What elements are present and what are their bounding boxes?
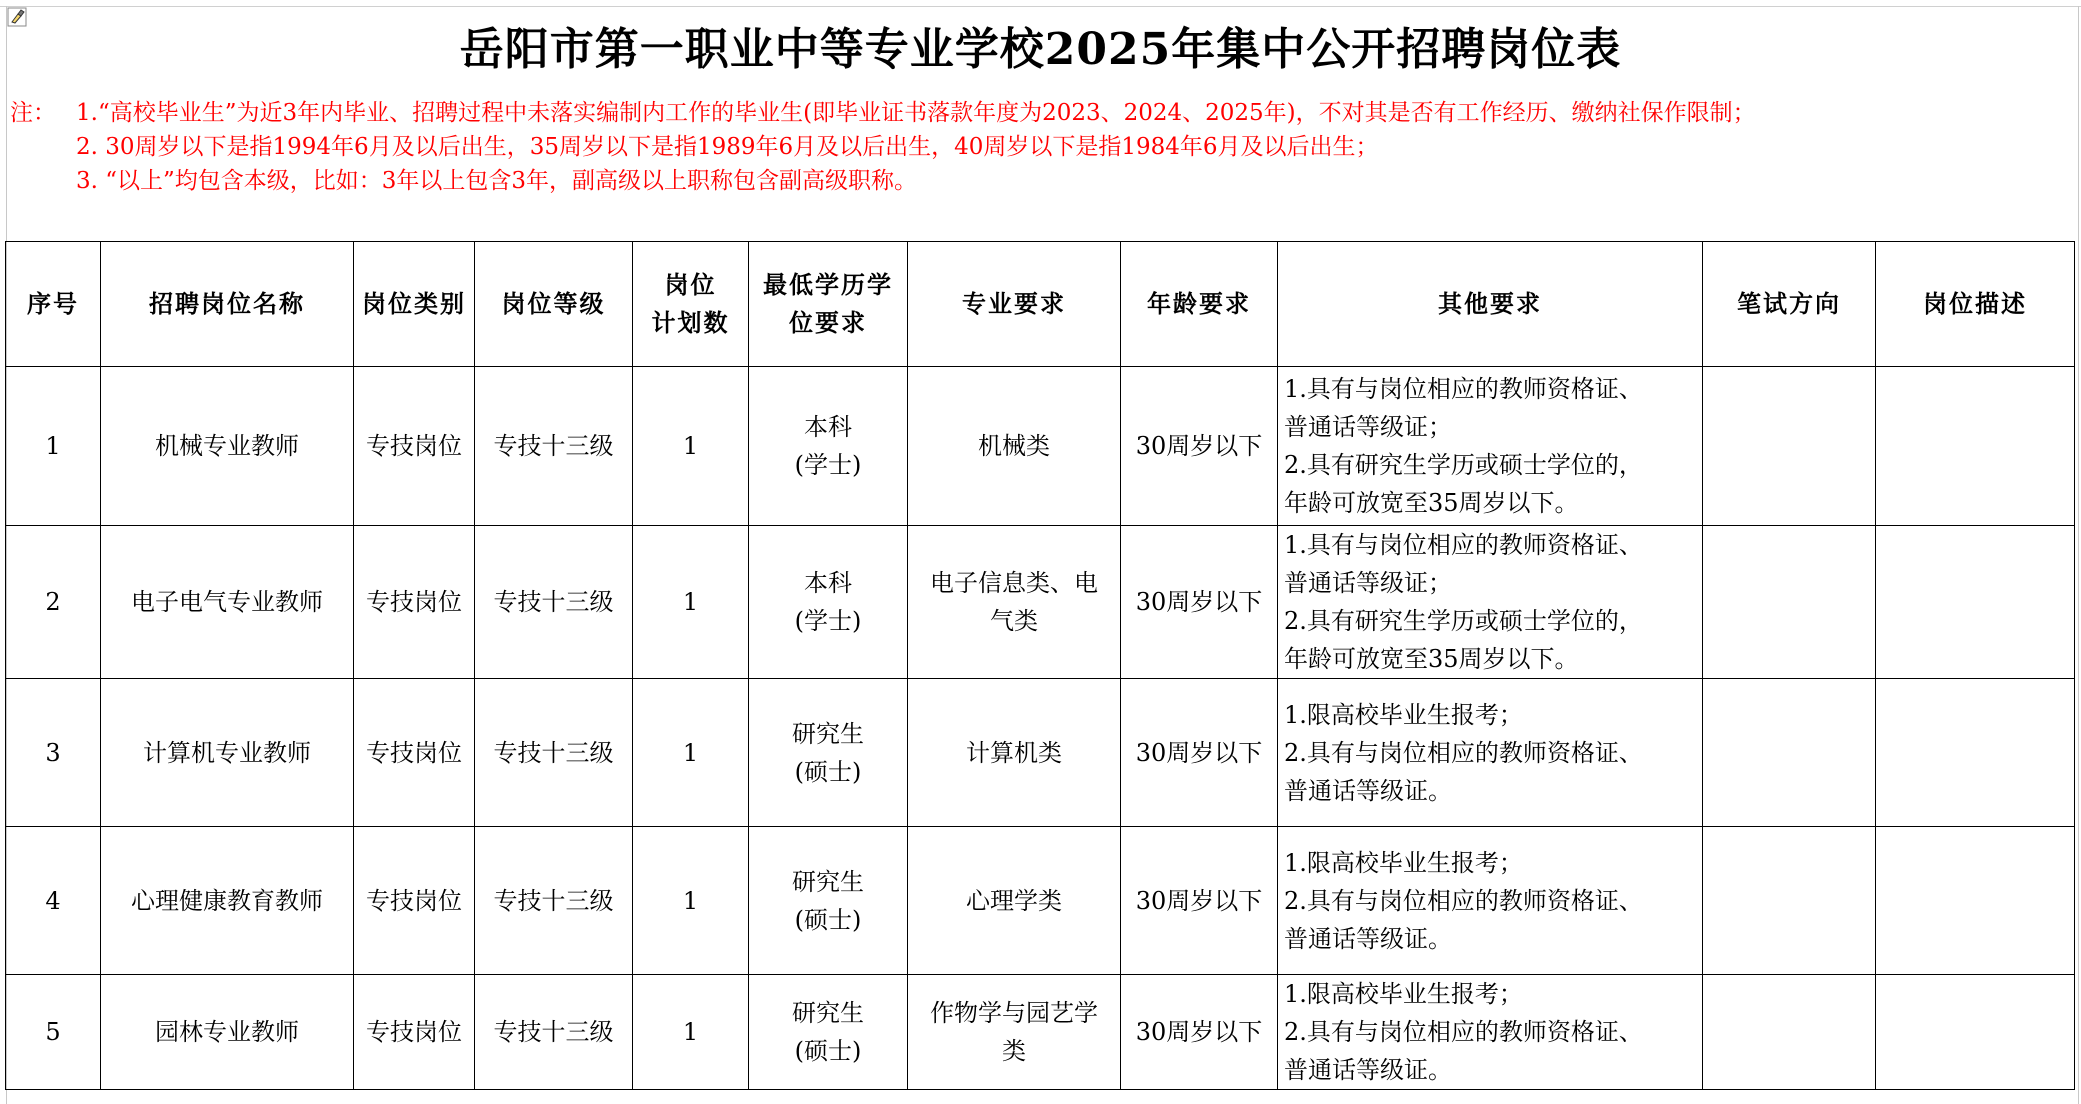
header-grade: 岗位等级 <box>475 242 633 367</box>
positions-table <box>5 241 2075 1090</box>
other-line: 1.限高校毕业生报考； <box>1284 700 1523 729</box>
cell-desc <box>1876 975 2075 1090</box>
cell-edu <box>749 526 908 679</box>
cell-other <box>1278 526 1703 679</box>
cell-exam <box>1703 827 1876 975</box>
cell-desc <box>1876 367 2075 526</box>
cell-major <box>908 367 1121 526</box>
cell-seq: 2 <box>6 526 101 679</box>
header-seq: 序号 <box>6 242 101 367</box>
cell-desc <box>1876 827 2075 975</box>
cell-edu-line1: 研究生 <box>792 999 864 1027</box>
cell-edu-line1: 研究生 <box>792 867 864 896</box>
table-row <box>6 975 2075 1090</box>
header-plan-line2: 计划数 <box>651 308 730 337</box>
header-name: 招聘岗位名称 <box>101 242 354 367</box>
cell-other <box>1278 367 1703 526</box>
cell-plan: 1 <box>633 367 749 526</box>
note-line-2 <box>10 130 2070 164</box>
table-row <box>6 679 2075 827</box>
other-line: 普通话等级证； <box>1284 413 1452 441</box>
other-line: 普通话等级证。 <box>1284 1056 1452 1084</box>
notes-prefix: 注： <box>10 100 56 126</box>
other-line: 1.具有与岗位相应的教师资格证、 <box>1284 375 1643 403</box>
table-row <box>6 367 2075 526</box>
note-text-2: 2. 30周岁以下是指1994年6月及以后出生，35周岁以下是指1989年6月及以后出生，40周岁以下是指1984年6月及以后出生； <box>76 134 1379 160</box>
cell-major-line2: 类 <box>1002 1037 1026 1065</box>
cell-name: 机械专业教师 <box>101 367 354 526</box>
cell-major <box>908 975 1121 1090</box>
note-text-1: 1.“高校毕业生”为近3年内毕业、招聘过程中未落实编制内工作的毕业生(即毕业证书落款年度为2023、2024、2025年)，不对其是否有工作经历、缴纳社保作限制； <box>76 100 1756 126</box>
note-text-3: 3. “以上”均包含本级，比如：3年以上包含3年，副高级以上职称包含副高级职称。 <box>76 168 918 194</box>
cell-grade: 专技十三级 <box>475 975 633 1090</box>
other-line: 2.具有与岗位相应的教师资格证、 <box>1284 1018 1643 1046</box>
header-category: 岗位类别 <box>354 242 475 367</box>
cell-major <box>908 827 1121 975</box>
cell-other <box>1278 975 1703 1090</box>
header-plan-line1: 岗位 <box>664 270 717 299</box>
cell-age: 30周岁以下 <box>1121 827 1278 975</box>
cell-exam <box>1703 679 1876 827</box>
cell-age: 30周岁以下 <box>1121 679 1278 827</box>
cell-name: 园林专业教师 <box>101 975 354 1090</box>
other-line: 1.具有与岗位相应的教师资格证、 <box>1284 531 1643 559</box>
cell-grade: 专技十三级 <box>475 367 633 526</box>
note-line-1 <box>10 96 2070 130</box>
cell-exam <box>1703 975 1876 1090</box>
other-line: 2.具有研究生学历或硕士学位的， <box>1284 607 1643 635</box>
cell-grade: 专技十三级 <box>475 679 633 827</box>
cell-major-line1: 电子信息类、电 <box>930 569 1098 597</box>
cell-major-line1: 作物学与园艺学 <box>930 999 1098 1027</box>
cell-name: 心理健康教育教师 <box>101 827 354 975</box>
cell-seq: 3 <box>6 679 101 827</box>
cell-edu-line2: (学士) <box>794 607 862 635</box>
cell-category: 专技岗位 <box>354 975 475 1090</box>
cell-edu-line2: (硕士) <box>794 905 862 934</box>
header-desc: 岗位描述 <box>1876 242 2075 367</box>
cell-major <box>908 679 1121 827</box>
sheet-right-border <box>2078 6 2079 1104</box>
note-line-3 <box>10 164 2070 198</box>
cell-major <box>908 526 1121 679</box>
cell-major-line1: 机械类 <box>978 432 1050 460</box>
header-exam: 笔试方向 <box>1703 242 1876 367</box>
cell-plan: 1 <box>633 679 749 827</box>
header-row <box>6 242 2075 367</box>
cell-name: 电子电气专业教师 <box>101 526 354 679</box>
cell-other <box>1278 679 1703 827</box>
other-line: 1.限高校毕业生报考； <box>1284 848 1523 877</box>
cell-grade: 专技十三级 <box>475 827 633 975</box>
cell-exam <box>1703 526 1876 679</box>
other-line: 2.具有与岗位相应的教师资格证、 <box>1284 886 1643 915</box>
cell-major-line1: 心理学类 <box>966 886 1062 915</box>
other-line: 年龄可放宽至35周岁以下。 <box>1284 645 1579 673</box>
cell-edu <box>749 367 908 526</box>
cell-desc <box>1876 526 2075 679</box>
header-other: 其他要求 <box>1278 242 1703 367</box>
other-line: 2.具有研究生学历或硕士学位的， <box>1284 451 1643 479</box>
cell-edu-line1: 本科 <box>804 569 852 597</box>
cell-seq: 4 <box>6 827 101 975</box>
cell-plan: 1 <box>633 526 749 679</box>
other-line: 普通话等级证； <box>1284 569 1452 597</box>
header-age: 年龄要求 <box>1121 242 1278 367</box>
cell-seq: 5 <box>6 975 101 1090</box>
other-line: 普通话等级证。 <box>1284 776 1452 805</box>
cell-edu-line1: 研究生 <box>792 719 864 748</box>
cell-age: 30周岁以下 <box>1121 367 1278 526</box>
page-title: 岳阳市第一职业中等专业学校2025年集中公开招聘岗位表 <box>459 24 1622 75</box>
header-plan <box>633 242 749 367</box>
table-row <box>6 526 2075 679</box>
other-line: 年龄可放宽至35周岁以下。 <box>1284 489 1579 517</box>
cell-category: 专技岗位 <box>354 367 475 526</box>
cell-edu-line2: (学士) <box>794 451 862 479</box>
cell-category: 专技岗位 <box>354 526 475 679</box>
cell-other <box>1278 827 1703 975</box>
other-line: 1.限高校毕业生报考； <box>1284 980 1523 1008</box>
cell-age: 30周岁以下 <box>1121 526 1278 679</box>
cell-edu <box>749 975 908 1090</box>
cell-grade: 专技十三级 <box>475 526 633 679</box>
top-strip <box>0 0 2081 7</box>
cell-edu-line2: (硕士) <box>794 1037 862 1065</box>
cell-name: 计算机专业教师 <box>101 679 354 827</box>
table-row <box>6 827 2075 975</box>
cell-desc <box>1876 679 2075 827</box>
cell-edu <box>749 679 908 827</box>
cell-plan: 1 <box>633 827 749 975</box>
cell-exam <box>1703 367 1876 526</box>
cell-category: 专技岗位 <box>354 679 475 827</box>
cell-major-line1: 计算机类 <box>966 738 1062 767</box>
other-line: 2.具有与岗位相应的教师资格证、 <box>1284 738 1643 767</box>
cell-edu-line2: (硕士) <box>794 757 862 786</box>
header-major: 专业要求 <box>908 242 1121 367</box>
cell-edu <box>749 827 908 975</box>
header-edu-line1: 最低学历学 <box>763 270 893 299</box>
cell-plan: 1 <box>633 975 749 1090</box>
cell-major-line2: 气类 <box>990 607 1038 635</box>
header-edu <box>749 242 908 367</box>
cell-seq: 1 <box>6 367 101 526</box>
cell-category: 专技岗位 <box>354 827 475 975</box>
cell-age: 30周岁以下 <box>1121 975 1278 1090</box>
cell-edu-line1: 本科 <box>804 413 852 441</box>
other-line: 普通话等级证。 <box>1284 924 1452 953</box>
header-edu-line2: 位要求 <box>789 308 867 337</box>
notes-block <box>10 96 2070 198</box>
